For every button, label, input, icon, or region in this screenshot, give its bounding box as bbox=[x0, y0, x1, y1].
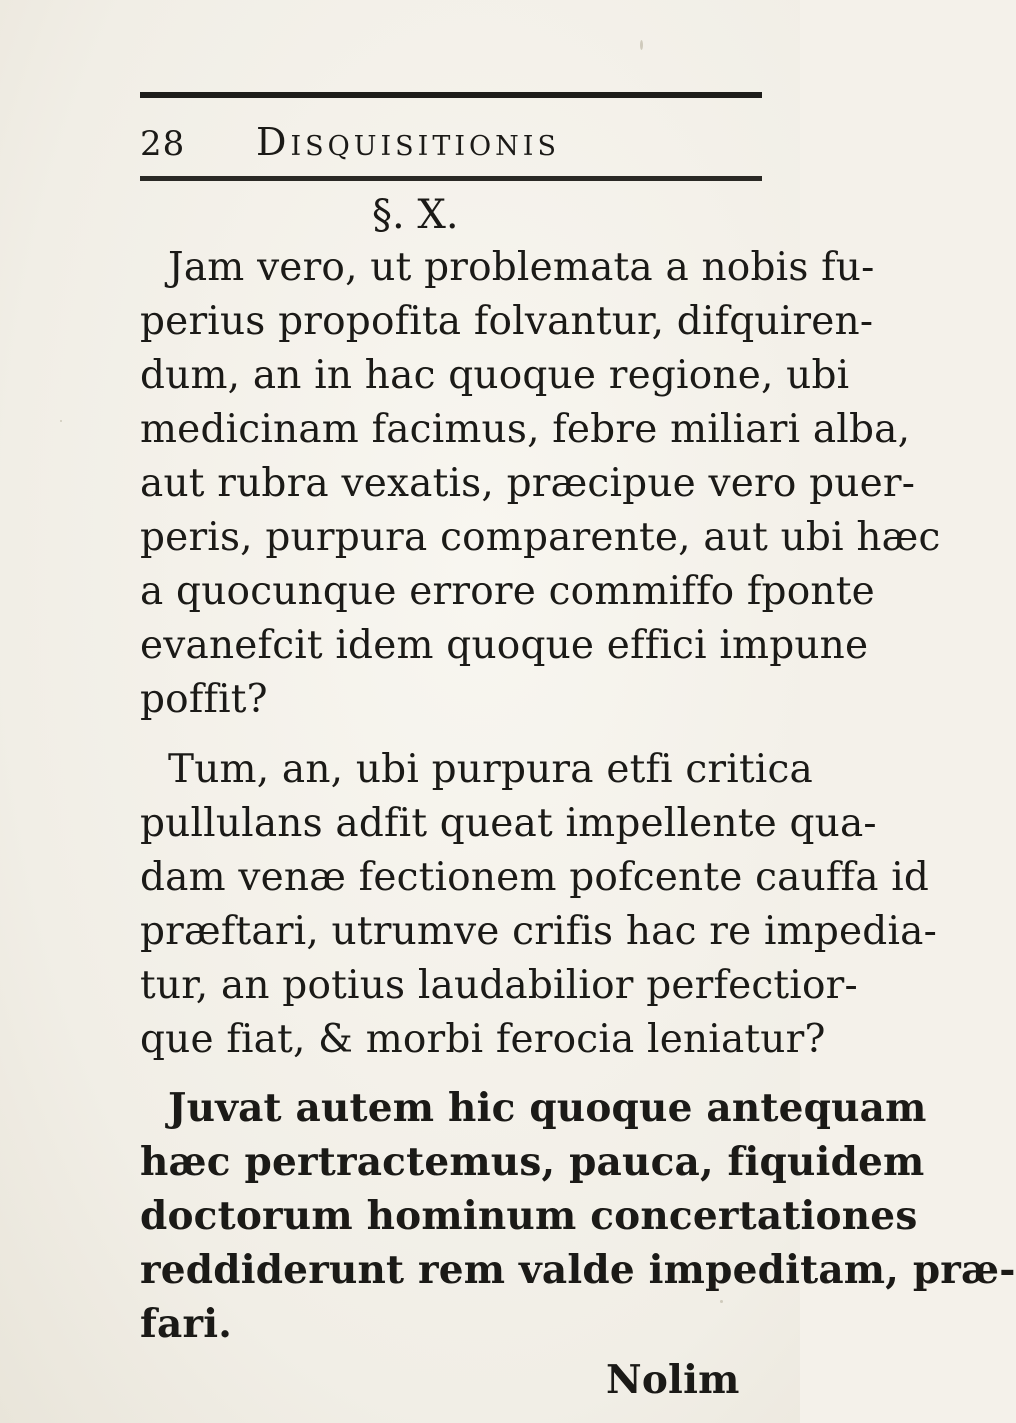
text-line: Juvat autem hic quoque antequam bbox=[168, 1085, 927, 1131]
text-line: reddiderunt rem valde impeditam, præ- bbox=[140, 1247, 1016, 1293]
text-line: poffit? bbox=[140, 677, 268, 722]
text-line: evanefcit idem quoque effici impune bbox=[140, 623, 869, 668]
section-heading: §. X. bbox=[372, 192, 459, 238]
header-rule-top bbox=[140, 92, 762, 98]
text-line: dam venæ fectionem pofcente cauffa id bbox=[140, 855, 930, 900]
catchword: Nolim bbox=[606, 1357, 740, 1403]
text-line: peris, purpura comparente, aut ubi hæc bbox=[140, 515, 941, 560]
text-line: pullulans adfit queat impellente qua- bbox=[140, 801, 877, 846]
text-line: fari. bbox=[140, 1301, 232, 1347]
text-line: Jam vero, ut problemata a nobis fu- bbox=[168, 245, 875, 290]
paper-fleck bbox=[720, 1300, 723, 1303]
text-line: tur, an potius laudabilior perfectior- bbox=[140, 963, 858, 1008]
text-line: Tum, an, ubi purpura etfi critica bbox=[168, 747, 813, 792]
running-title: Disquisitionis bbox=[256, 120, 560, 164]
text-line: que fiat, & morbi ferocia leniatur? bbox=[140, 1017, 826, 1062]
text-line: aut rubra vexatis, præcipue vero puer- bbox=[140, 461, 916, 506]
text-line: medicinam facimus, febre miliari alba, bbox=[140, 407, 911, 452]
text-line: doctorum hominum concertationes bbox=[140, 1193, 918, 1239]
text-line: dum, an in hac quoque regione, ubi bbox=[140, 353, 850, 398]
paper-fleck bbox=[60, 420, 62, 422]
paper-fleck bbox=[640, 40, 643, 50]
text-line: perius propofita folvantur, difquiren- bbox=[140, 299, 874, 344]
text-line: a quocunque errore commiffo fponte bbox=[140, 569, 875, 614]
text-line: hæc pertractemus, pauca, fiquidem bbox=[140, 1139, 925, 1185]
header-rule-bottom bbox=[140, 176, 762, 181]
page-number: 28 bbox=[140, 124, 186, 164]
text-line: præftari, utrumve crifis hac re impedia- bbox=[140, 909, 937, 954]
